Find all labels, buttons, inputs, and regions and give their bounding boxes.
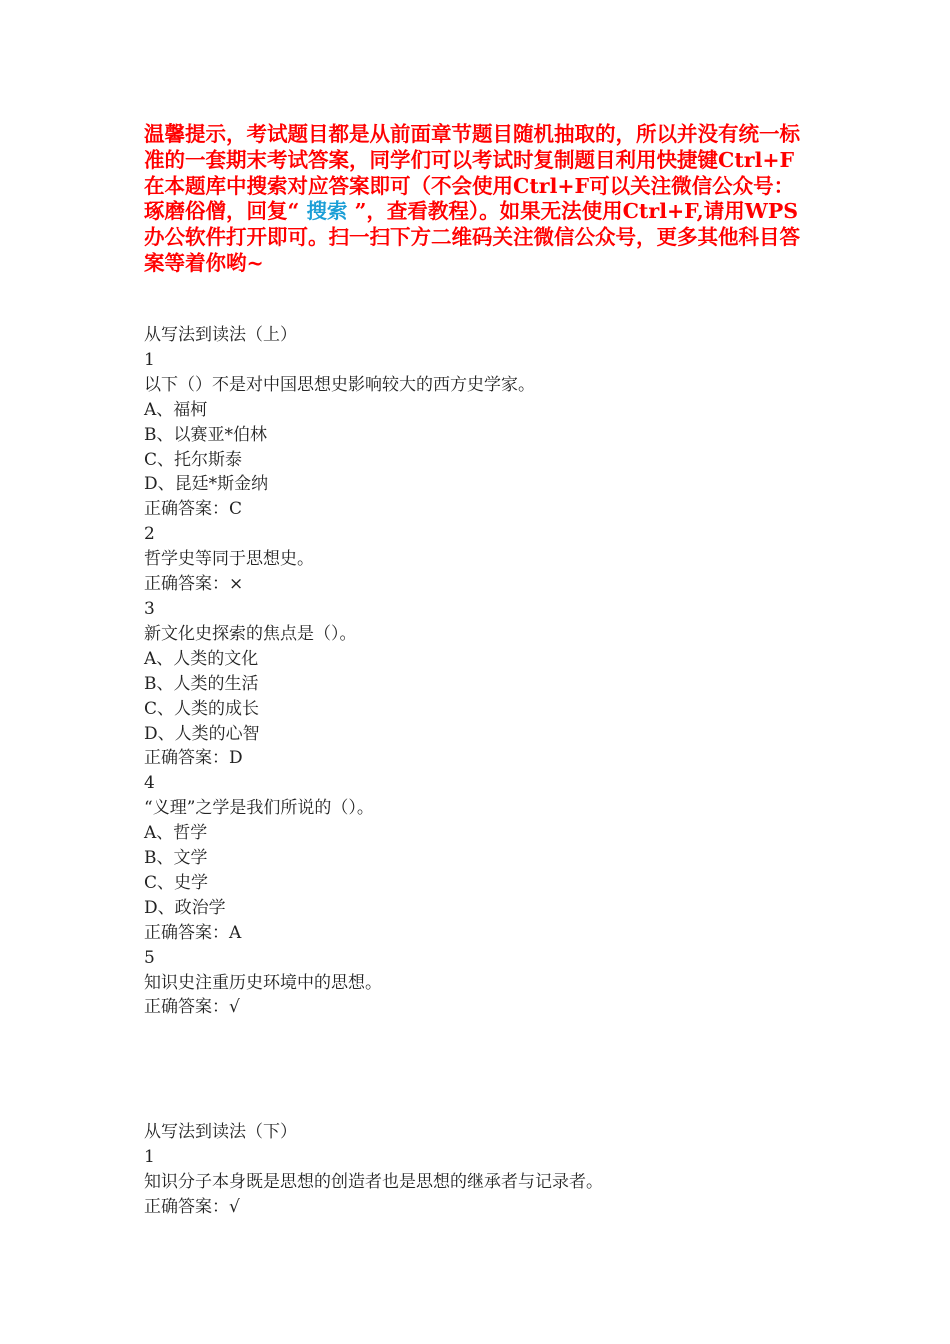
section-title: 从写法到读法（下） [144,1122,297,1142]
section-upper [144,323,824,1020]
question-answer: 正确答案：C [144,499,243,520]
question-text: 知识分子本身既是思想的创造者也是思想的继承者与记录者。 [144,1171,603,1192]
question-number: 4 [144,773,155,794]
question [144,348,824,522]
question-option: A、人类的文化 [144,648,259,669]
question-answer: 正确答案：A [144,922,242,943]
question-text: 以下（）不是对中国思想史影响较大的西方史学家。 [144,374,535,395]
question-text: “义理”之学是我们所说的（）。 [144,798,374,819]
question [144,1145,824,1220]
question-option: B、文学 [144,848,208,869]
question-number: 1 [144,349,155,370]
question-text: 新文化史探索的焦点是（）。 [144,623,357,644]
question [144,597,824,771]
notice-paragraph [144,122,812,277]
question-answer: 正确答案：√ [144,997,240,1018]
question-text: 哲学史等同于思想史。 [144,549,314,570]
notice-text-part2: ”，查看教程）。如果无法使用Ctrl+F,请用WPS办公软件打开即可。扫一扫下方二维码关注微信公众号，更多其他科目答案等着你哟~ [144,199,800,275]
question-option: B、以赛亚*伯林 [144,424,267,445]
question-option: C、史学 [144,872,209,893]
question-option: D、昆廷*斯金纳 [144,474,269,495]
question [144,522,824,597]
question-answer: 正确答案：D [144,748,243,769]
question [144,946,824,1021]
question [144,771,824,945]
section-lower [144,1120,824,1220]
question-option: D、政治学 [144,897,226,918]
question-option: A、哲学 [144,823,208,844]
question-number: 2 [144,524,155,545]
question-option: C、托尔斯泰 [144,449,243,470]
question-answer: 正确答案：× [144,574,244,595]
question-option: C、人类的成长 [144,698,260,719]
notice-text-part1: 温馨提示，考试题目都是从前面章节题目随机抽取的，所以并没有统一标准的一套期末考试答案，同学们可以考试时复制题目利用快捷键Ctrl+F在本题库中搜索对应答案即可（不会使用Ctrl+F可以关注微信公众号：琢磨俗僧，回复“ [144,122,800,224]
section-title: 从写法到读法（上） [144,325,297,345]
question-option: D、人类的心智 [144,723,260,744]
question-option: B、人类的生活 [144,673,259,694]
question-answer: 正确答案：√ [144,1196,240,1217]
question-number: 3 [144,598,155,619]
notice-keyword: 搜索 [306,199,348,224]
question-option: A、福柯 [144,399,208,420]
question-number: 5 [144,947,155,968]
question-text: 知识史注重历史环境中的思想。 [144,972,382,993]
question-number: 1 [144,1146,155,1167]
